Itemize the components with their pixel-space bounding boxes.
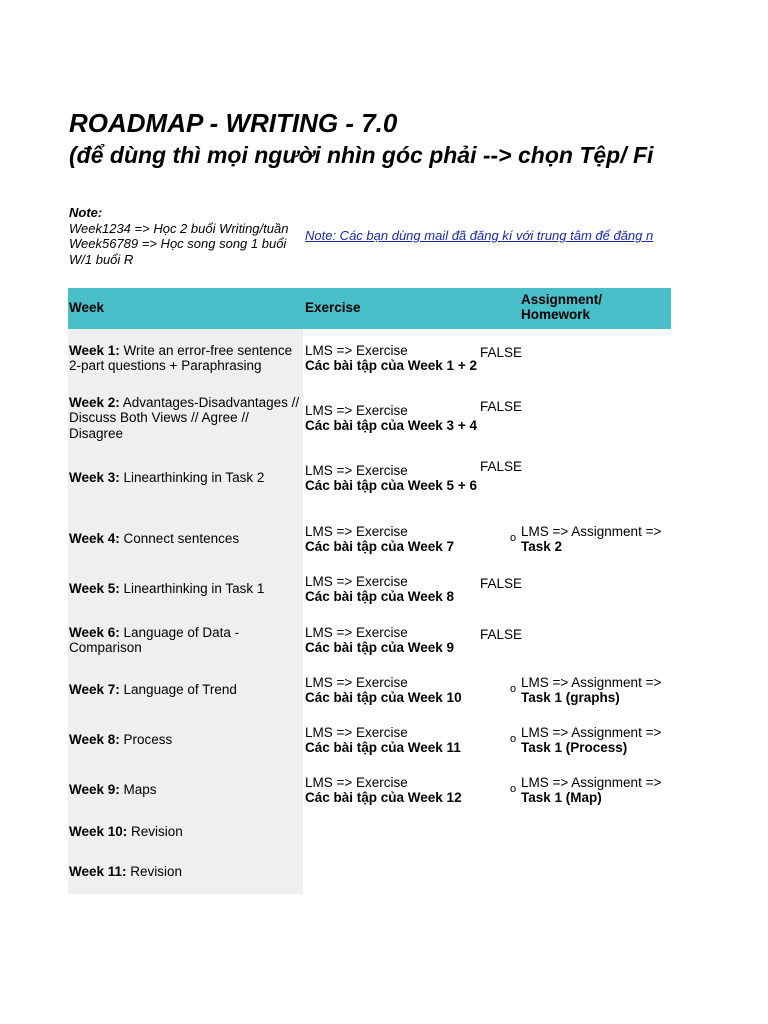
assignment-path: LMS => Assignment =>: [521, 774, 662, 790]
week-label: Week 5:: [69, 581, 120, 597]
assignment-cell: [480, 859, 671, 885]
week-cell: [69, 619, 303, 661]
header-assignment: Assignment/ Homework: [521, 292, 603, 322]
week-label: Week 1:: [69, 342, 120, 358]
week-cell: [69, 337, 303, 379]
exercise-path: LMS => Exercise: [305, 724, 408, 740]
exercise-path: LMS => Exercise: [305, 402, 408, 418]
assignment-task: Task 1 (graphs): [521, 690, 620, 705]
assignment-cell: [480, 451, 671, 505]
week-cell: [69, 516, 303, 562]
exercise-path: LMS => Exercise: [305, 774, 408, 790]
week-cell: [69, 451, 303, 505]
exercise-cell: [305, 516, 477, 562]
exercise-detail: Các bài tập của Week 9: [305, 640, 455, 655]
week-topic: Revision: [127, 824, 183, 840]
week-topic: Write an error-free sentence 2-part questions + Paraphrasing: [69, 342, 293, 373]
week-topic: Linearthinking in Task 1: [119, 581, 265, 597]
assignment-cell: [480, 568, 671, 610]
assignment-task: Task 2: [521, 539, 563, 554]
bullet-icon: o: [510, 682, 517, 695]
week-label: Week 9:: [69, 782, 120, 798]
exercise-detail: Các bài tập của Week 7: [305, 539, 455, 554]
week-label: Week 8:: [69, 732, 120, 748]
assignment-path: LMS => Assignment =>: [521, 523, 662, 539]
note-block: [69, 205, 305, 267]
assignment-value: FALSE: [480, 576, 523, 591]
week-cell: [69, 859, 303, 885]
exercise-cell: [305, 568, 477, 610]
table-header: [68, 288, 671, 329]
exercise-detail: Các bài tập của Week 10: [305, 690, 462, 705]
assignment-value: FALSE: [480, 627, 523, 642]
table-row: [68, 451, 671, 505]
exercise-cell: [305, 391, 477, 445]
assignment-cell: [480, 391, 671, 445]
exercise-cell: [305, 669, 477, 711]
bullet-icon: o: [510, 531, 517, 544]
table-row: [68, 568, 671, 610]
exercise-path: LMS => Exercise: [305, 624, 408, 640]
week-topic: Connect sentences: [119, 531, 240, 547]
week-cell: [69, 391, 303, 445]
week-label: Week 11:: [69, 864, 127, 880]
bullet-icon: o: [510, 782, 517, 795]
table-row: [68, 337, 671, 379]
exercise-detail: Các bài tập của Week 3 + 4: [305, 418, 477, 433]
note-line: Week1234 => Học 2 buổi Writing/tuần: [69, 220, 289, 236]
week-topic: Advantages-Disadvantages // Discuss Both Views // Agree // Disagree: [69, 394, 300, 441]
assignment-cell: [480, 516, 671, 562]
exercise-path: LMS => Exercise: [305, 342, 408, 358]
week-topic: Revision: [126, 864, 183, 880]
assignment-value: FALSE: [480, 399, 523, 414]
exercise-path: LMS => Exercise: [305, 523, 408, 539]
assignment-cell: [480, 719, 671, 761]
week-label: Week 2:: [69, 394, 120, 410]
week-cell: [69, 819, 303, 845]
exercise-detail: Các bài tập của Week 12: [305, 790, 462, 805]
note-line: Week56789 => Học song song 1 buổi: [69, 236, 287, 251]
week-topic: Linearthinking in Task 2: [119, 470, 265, 486]
table-row: [68, 516, 671, 562]
exercise-cell: [305, 769, 477, 811]
assignment-value: FALSE: [480, 459, 523, 474]
exercise-cell: [305, 859, 477, 885]
exercise-detail: Các bài tập của Week 1 + 2: [305, 358, 477, 373]
week-topic: Process: [119, 732, 173, 748]
week-cell: [69, 719, 303, 761]
week-topic: Language of Trend: [119, 682, 237, 698]
page-subtitle: (để dùng thì mọi người nhìn góc phải --> chọn Tệp/ Fi: [69, 142, 654, 168]
assignment-value: FALSE: [480, 345, 523, 360]
assignment-task: Task 1 (Map): [521, 790, 602, 805]
note-heading: Note:: [69, 205, 103, 220]
exercise-cell: [305, 719, 477, 761]
week-cell: [69, 568, 303, 610]
header-exercise: Exercise: [305, 300, 361, 315]
exercise-path: LMS => Exercise: [305, 674, 408, 690]
table-row: [68, 819, 671, 845]
assignment-cell: [480, 769, 671, 811]
table-row: [68, 619, 671, 661]
week-label: Week 3:: [69, 470, 120, 486]
table-row: [68, 669, 671, 711]
week-cell: [69, 769, 303, 811]
week-label: Week 10:: [69, 824, 128, 840]
exercise-cell: [305, 337, 477, 379]
assignment-cell: [480, 669, 671, 711]
week-cell: [69, 669, 303, 711]
page-title: ROADMAP - WRITING - 7.0: [69, 108, 398, 138]
exercise-cell: [305, 819, 477, 845]
week-label: Week 4:: [69, 531, 120, 547]
week-label: Week 7:: [69, 682, 120, 698]
assignment-path: LMS => Assignment =>: [521, 674, 662, 690]
table-row: [68, 391, 671, 445]
header-week: Week: [69, 300, 105, 315]
exercise-detail: Các bài tập của Week 11: [305, 740, 461, 755]
table-row: [68, 769, 671, 811]
table-row: [68, 859, 671, 885]
table-row: [68, 719, 671, 761]
note-line: W/1 buổi R: [69, 251, 134, 267]
registration-note-link[interactable]: Note: Các bạn dùng mail đã đăng kí với trung tâm để đăng n: [305, 228, 654, 243]
week-label: Week 6:: [69, 624, 120, 640]
bullet-icon: o: [510, 732, 517, 745]
week-topic: Maps: [119, 782, 157, 798]
exercise-path: LMS => Exercise: [305, 573, 408, 589]
week-topic: Language of Data - Comparison: [69, 624, 240, 655]
exercise-detail: Các bài tập của Week 8: [305, 589, 455, 604]
assignment-cell: [480, 337, 671, 379]
exercise-path: LMS => Exercise: [305, 462, 408, 478]
exercise-detail: Các bài tập của Week 5 + 6: [305, 478, 477, 493]
exercise-cell: [305, 451, 477, 505]
assignment-task: Task 1 (Process): [521, 740, 628, 755]
exercise-cell: [305, 619, 477, 661]
assignment-path: LMS => Assignment =>: [521, 724, 662, 740]
assignment-cell: [480, 819, 671, 845]
assignment-cell: [480, 619, 671, 661]
